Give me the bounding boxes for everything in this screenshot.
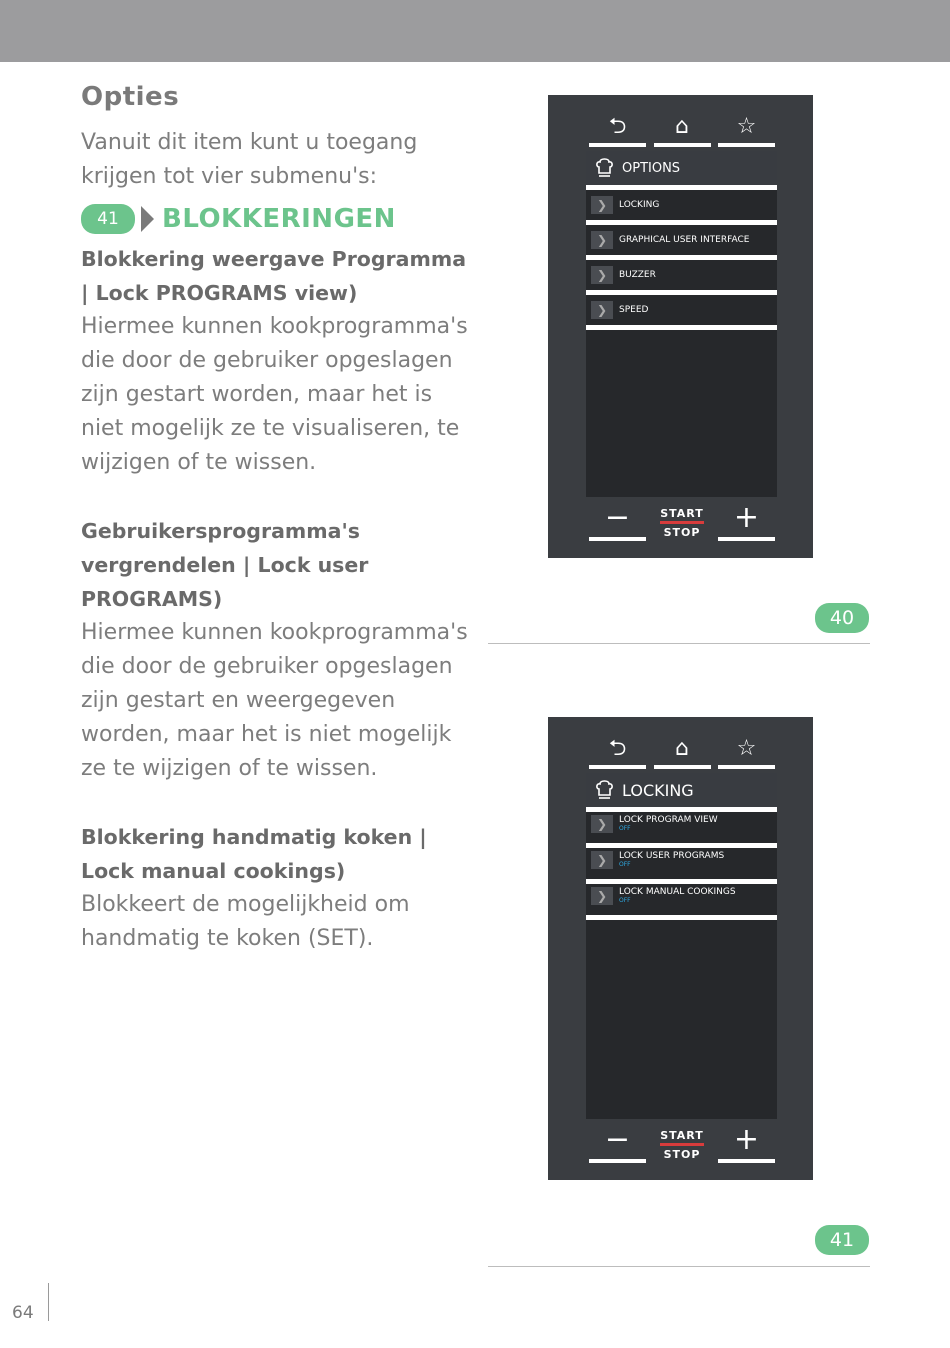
reference-title: BLOKKERINGEN: [162, 204, 396, 234]
section-title: Opties: [81, 82, 180, 112]
block-text: Blokkeert de mogelijkheid om handmatig te koken (SET).: [81, 892, 410, 951]
figure-number: 41: [815, 1225, 869, 1255]
text-column: [81, 82, 471, 956]
menu-item-label: SPEED: [619, 305, 649, 315]
chevron-right-icon: ❯: [591, 231, 613, 249]
device-panel-options: [548, 95, 813, 558]
menu-item-label: LOCK PROGRAM VIEW: [619, 815, 718, 825]
screen-header: [586, 151, 777, 185]
divider: [488, 1266, 870, 1267]
home-icon[interactable]: ⌂: [654, 735, 711, 769]
block-title: Gebruikersprogramma's vergrendelen | Lock user PROGRAMS): [81, 519, 369, 611]
menu-item-label: LOCK MANUAL COOKINGS: [619, 887, 736, 897]
menu-item-lock-manual-cookings[interactable]: [586, 884, 777, 915]
menu-item-label: GRAPHICAL USER INTERFACE: [619, 235, 750, 245]
chevron-right-icon: ❯: [591, 196, 613, 214]
menu-item-label: BUZZER: [619, 270, 656, 280]
back-icon[interactable]: ⮌: [589, 113, 646, 147]
stop-label: STOP: [663, 1148, 701, 1161]
intro-text: Vanuit dit item kunt u toegang krijgen tot vier submenu's:: [81, 130, 418, 189]
chef-hat-icon: [594, 779, 616, 801]
screen-title: LOCKING: [622, 780, 694, 800]
menu-item-status: OFF: [619, 897, 631, 904]
reference-badge: 41: [81, 204, 135, 234]
start-stop-button[interactable]: [654, 501, 711, 541]
home-icon[interactable]: ⌂: [654, 113, 711, 147]
menu-item-lock-user-programs[interactable]: [586, 848, 777, 879]
plus-button[interactable]: +: [718, 1123, 775, 1163]
menu-item-speed[interactable]: [586, 295, 777, 325]
device-panel-locking: [548, 717, 813, 1180]
chef-hat-icon: [594, 157, 616, 179]
chevron-right-icon: ❯: [591, 887, 613, 905]
back-icon[interactable]: ⮌: [589, 735, 646, 769]
block-title: Blokkering weergave Programma | Lock PROGRAMS view): [81, 247, 467, 305]
header-band: [0, 0, 950, 62]
page-number-divider: [48, 1283, 49, 1321]
start-label: START: [660, 1129, 704, 1142]
menu-item-status: OFF: [619, 825, 631, 832]
screen-title: OPTIONS: [622, 160, 681, 176]
reference-row: [81, 204, 471, 234]
top-icon-bar: [589, 735, 775, 769]
menu-item-graphical-user-interface[interactable]: [586, 225, 777, 255]
chevron-right-icon: ❯: [591, 301, 613, 319]
menu-item-label: LOCKING: [619, 200, 660, 210]
menu-item-label: LOCK USER PROGRAMS: [619, 851, 725, 861]
stop-label: STOP: [663, 526, 701, 539]
menu-item-lock-program-view[interactable]: [586, 812, 777, 843]
block-title: Blokkering handmatig koken | Lock manual cookings): [81, 825, 427, 883]
bottom-control-bar: [589, 501, 775, 541]
bottom-control-bar: [589, 1123, 775, 1163]
chevron-right-icon: ❯: [591, 851, 613, 869]
chevron-right-icon: ❯: [591, 266, 613, 284]
page-number: 64: [12, 1303, 34, 1323]
minus-button[interactable]: −: [589, 501, 646, 541]
figure-number: 40: [815, 603, 869, 633]
start-label: START: [660, 507, 704, 520]
block-text: Hiermee kunnen kookprogramma's die door de gebruiker opgeslagen zijn gestart worden, maar het is niet mogelijk ze te visualiseren, te wijzigen of te wissen.: [81, 314, 468, 475]
menu-item-buzzer[interactable]: [586, 260, 777, 290]
minus-button[interactable]: −: [589, 1123, 646, 1163]
block-text: Hiermee kunnen kookprogramma's die door de gebruiker opgeslagen zijn gestart en weergegeven worden, maar het is niet mogelijk ze te wijzigen of te wissen.: [81, 620, 468, 781]
top-icon-bar: [589, 113, 775, 147]
screen: [586, 773, 777, 1119]
screen-header: [586, 773, 777, 807]
triangle-arrow-icon: [141, 206, 154, 232]
star-icon[interactable]: ☆: [718, 113, 775, 147]
screen: [586, 151, 777, 497]
menu-item-status: OFF: [619, 861, 631, 868]
chevron-right-icon: ❯: [591, 815, 613, 833]
divider: [488, 643, 870, 644]
menu-item-locking[interactable]: [586, 190, 777, 220]
start-stop-button[interactable]: [654, 1123, 711, 1163]
star-icon[interactable]: ☆: [718, 735, 775, 769]
plus-button[interactable]: +: [718, 501, 775, 541]
